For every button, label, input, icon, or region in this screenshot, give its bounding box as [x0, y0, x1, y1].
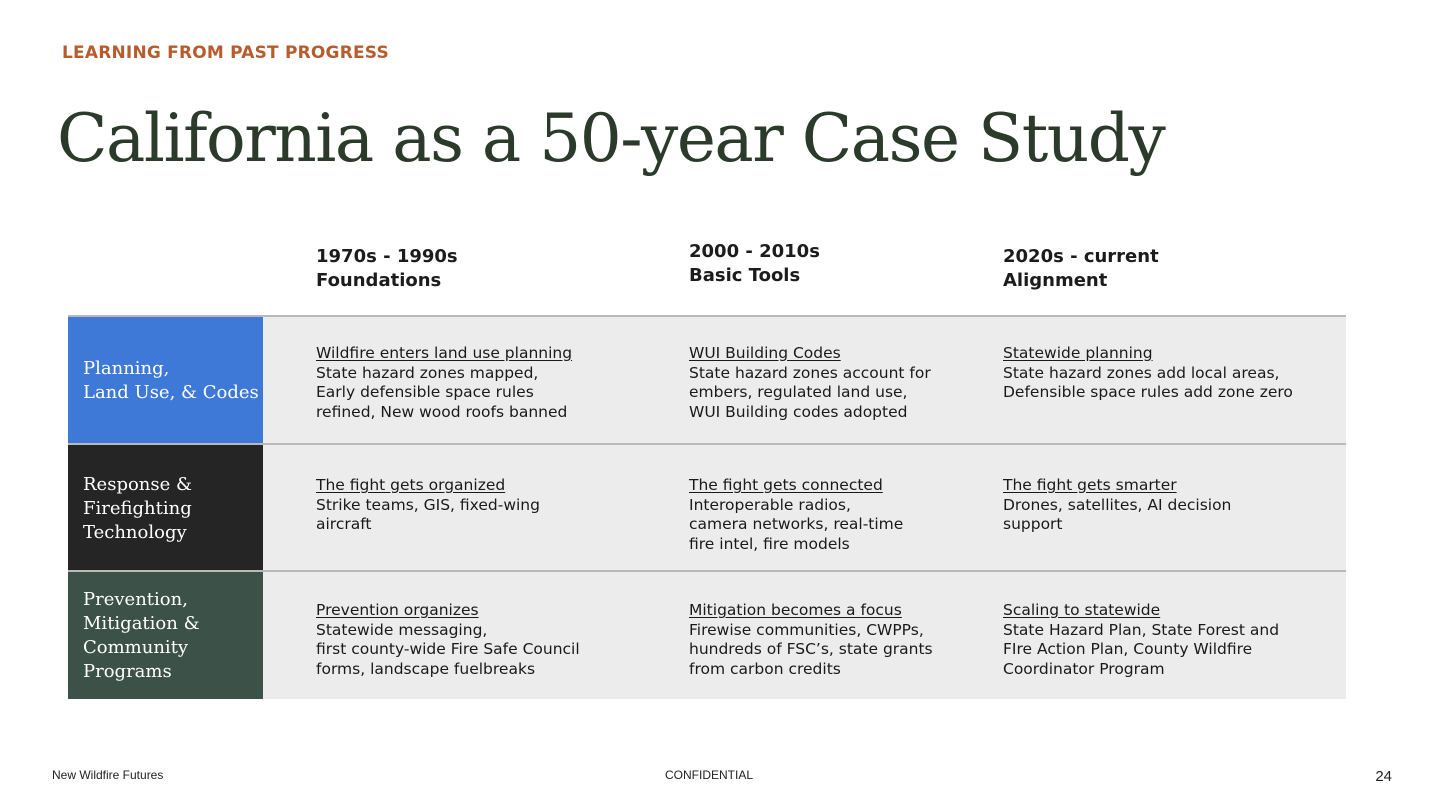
table-cell: [689, 344, 931, 422]
cell-heading: The fight gets smarter: [1003, 476, 1177, 494]
cell-text: fire intel, fire models: [689, 534, 850, 553]
column-header-2: [689, 240, 820, 288]
section-eyebrow: LEARNING FROM PAST PROGRESS: [62, 43, 389, 63]
cell-text: Drones, satellites, AI decision: [1003, 495, 1232, 514]
cell-text: Defensible space rules add zone zero: [1003, 383, 1293, 401]
cell-text: State hazard zones account for: [689, 363, 931, 382]
cell-heading: WUI Building Codes: [689, 344, 841, 362]
cell-text: embers, regulated land use,: [689, 383, 908, 401]
cell-heading: The fight gets organized: [316, 476, 506, 494]
cell-text: State hazard zones add local areas,: [1003, 363, 1280, 382]
row-label-line: Technology: [83, 521, 187, 543]
cell-text: from carbon credits: [689, 659, 841, 678]
cell-text: first county-wide Fire Safe Council: [316, 640, 580, 658]
cell-text: Coordinator Program: [1003, 659, 1165, 678]
row-label-prevention: [68, 572, 263, 699]
cell-text: forms, landscape fuelbreaks: [316, 659, 536, 678]
cell-heading: Wildfire enters land use planning: [316, 344, 573, 362]
column-theme: Foundations: [316, 270, 442, 291]
footer-confidential: CONFIDENTIAL: [665, 768, 754, 782]
cell-text: hundreds of FSC’s, state grants: [689, 640, 933, 658]
row-label-line: Community: [83, 636, 189, 658]
table-cell: [1003, 344, 1293, 403]
cell-text: State hazard zones mapped,: [316, 363, 539, 382]
cell-heading: Scaling to statewide: [1003, 601, 1161, 619]
row-label-line: Response &: [83, 473, 193, 495]
cell-text: support: [1003, 515, 1063, 533]
cell-text: State Hazard Plan, State Forest and: [1003, 620, 1280, 639]
row-label-line: Firefighting: [83, 497, 192, 519]
column-theme: Basic Tools: [689, 265, 801, 286]
cell-heading: Mitigation becomes a focus: [689, 601, 902, 619]
column-header-1: [316, 245, 458, 293]
row-label-response: [68, 445, 263, 572]
row-label-line: Mitigation &: [83, 612, 200, 634]
table-cell: [1003, 601, 1279, 679]
footer-brand: New Wildfire Futures: [52, 768, 164, 782]
table-cell: [316, 344, 572, 422]
column-period: 1970s - 1990s: [316, 246, 458, 267]
column-header-3: [1003, 245, 1159, 293]
row-label-line: Prevention,: [83, 588, 188, 610]
row-label-planning: [68, 317, 263, 444]
cell-heading: The fight gets connected: [689, 476, 883, 494]
table-row-response: [68, 443, 1346, 572]
table-cell: [316, 601, 580, 679]
cell-text: FIre Action Plan, County Wildfire: [1003, 640, 1253, 658]
table-cell: [316, 476, 540, 535]
slide-title: California as a 50-year Case Study: [57, 100, 1165, 177]
cell-text: Early defensible space rules: [316, 383, 534, 401]
cell-heading: Prevention organizes: [316, 601, 479, 619]
page-number: 24: [1375, 768, 1392, 785]
column-theme: Alignment: [1003, 270, 1108, 291]
table-cell: [689, 601, 933, 679]
cell-text: aircraft: [316, 515, 372, 533]
column-period: 2000 - 2010s: [689, 241, 820, 262]
cell-text: refined, New wood roofs banned: [316, 402, 568, 421]
table-cell: [1003, 476, 1231, 535]
cell-text: Firewise communities, CWPPs,: [689, 620, 924, 639]
cell-heading: Statewide planning: [1003, 344, 1153, 362]
column-period: 2020s - current: [1003, 246, 1159, 267]
table-row-planning: [68, 315, 1346, 444]
row-label-line: Programs: [83, 660, 172, 682]
table-row-prevention: [68, 570, 1346, 699]
table-cell: [689, 476, 903, 554]
cell-text: Statewide messaging,: [316, 620, 488, 639]
row-label-line: Planning,: [83, 357, 170, 379]
row-label-line: Land Use, & Codes: [83, 381, 259, 403]
cell-text: camera networks, real-time: [689, 515, 904, 533]
cell-text: WUI Building codes adopted: [689, 402, 908, 421]
cell-text: Interoperable radios,: [689, 495, 851, 514]
cell-text: Strike teams, GIS, fixed-wing: [316, 495, 540, 514]
